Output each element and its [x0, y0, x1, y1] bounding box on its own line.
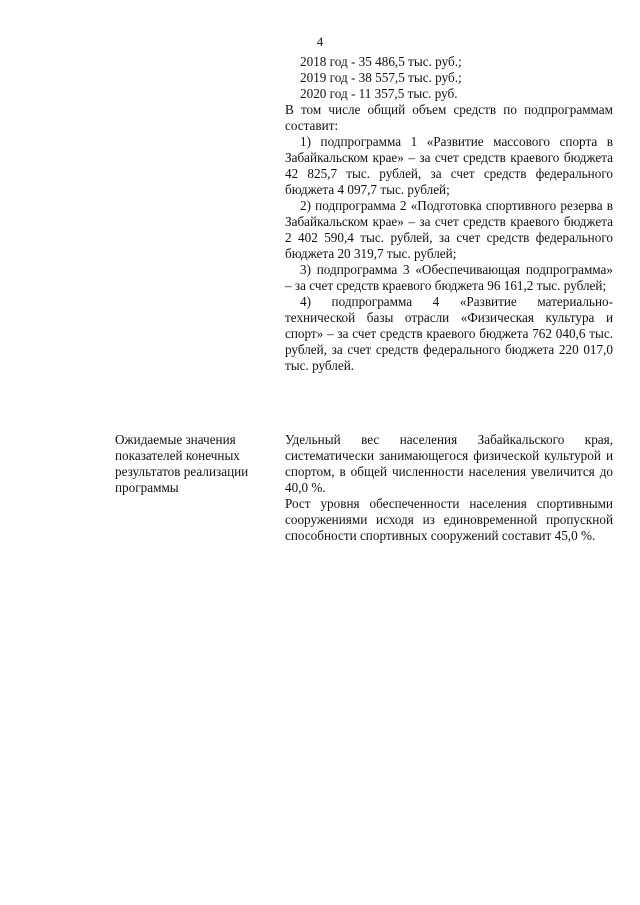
funding-year-2020: 2020 год - 11 357,5 тыс. руб. — [300, 86, 458, 101]
expected-result-facility-capacity: Рост уровня обеспеченности населения спортивными сооружениями исходя из единовременной пропускной способности спортивных сооружений составит 45,0 %. — [285, 496, 613, 543]
funding-intro-line1: В том числе общий объем средств по подпрограммам — [285, 102, 613, 117]
funding-year-2018: 2018 год - 35 486,5 тыс. руб.; — [300, 54, 462, 69]
expected-results-label — [115, 432, 275, 496]
expected-results-label-line: результатов реализации — [115, 464, 249, 479]
expected-results-label-line: показателей конечных — [115, 448, 240, 463]
expected-results-label-line: Ожидаемые значения — [115, 432, 236, 447]
subprogram-4: 4) подпрограмма 4 «Развитие материально-технической базы отрасли «Физическая культура и спорт» – за счет средств краевого бюджета 762 040,6 тыс. рублей, за счет средств федерального бюджета 220 017,0 тыс. рублей. — [285, 294, 613, 373]
funding-intro-line2: составит: — [285, 118, 339, 133]
expected-result-sport-share: Удельный вес населения Забайкальского края, систематически занимающегося физической культурой и спортом, в общей численности населения увеличится до 40,0 %. — [285, 432, 613, 495]
expected-results-label-line: программы — [115, 480, 179, 495]
page-number: 4 — [316, 34, 324, 49]
subprogram-1: 1) подпрограмма 1 «Развитие массового спорта в Забайкальском крае» – за счет средств краевого бюджета 42 825,7 тыс. рублей, за счет средств федерального бюджета 4 097,7 тыс. рублей; — [285, 134, 613, 197]
subprogram-3: 3) подпрограмма 3 «Обеспечивающая подпрограмма» – за счет средств краевого бюджета 96 161,2 тыс. рублей; — [285, 262, 613, 293]
funding-section — [285, 54, 613, 374]
expected-results-values — [285, 432, 613, 544]
funding-year-2019: 2019 год - 38 557,5 тыс. руб.; — [300, 70, 462, 85]
subprogram-2: 2) подпрограмма 2 «Подготовка спортивного резерва в Забайкальском крае» – за счет средств краевого бюджета 2 402 590,4 тыс. рублей, за счет средств федерального бюджета 20 319,7 тыс. рублей; — [285, 198, 613, 261]
